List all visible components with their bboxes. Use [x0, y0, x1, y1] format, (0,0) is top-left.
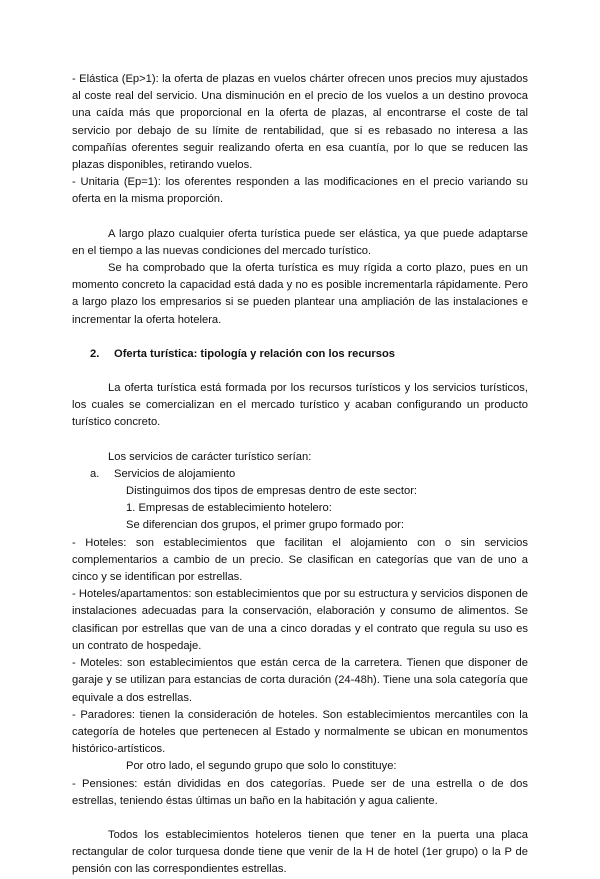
paragraph-pensiones: - Pensiones: están divididas en dos categorías. Puede ser de una estrella o de dos estrellas, teniendo éstas últimas un baño en la habitación y agua caliente. [72, 777, 528, 807]
paragraph-paradores: - Paradores: tienen la consideración de hoteles. Son establecimientos mercantiles con la categoría de hoteles que pertenecen al Estado y normalmente se ubican en monumentos histórico-artísticos. [72, 708, 528, 756]
paragraph-rigida: Se ha comprobado que la oferta turística es muy rígida a corto plazo, pues en un momento concreto la capacidad está dada y no es posible incrementarla rápidamente. Pero a largo plazo los empresarios si se pueden plantear una ampliación de las instalaciones e incrementar la oferta hotelera. [72, 262, 528, 326]
section-number: 2. [90, 347, 100, 360]
list-item-label: Servicios de alojamiento [114, 467, 236, 480]
paragraph-moteles: - Moteles: son establecimientos que están cerca de la carretera. Tienen que disponer de garaje y se utilizan para estancias de corta duración (24-48h). Tiene una sola categoría que equivale a dos estrellas. [72, 657, 528, 704]
paragraph-hoteles: - Hoteles: son establecimientos que facilitan el alojamiento con o sin servicios complementarios a cambio de un precio. Se clasifican en categorías que van de uno a cinco y se identifican por estrellas. [72, 536, 528, 584]
list-marker: a. [90, 467, 100, 480]
paragraph-elastica: - Elástica (Ep>1): la oferta de plazas en vuelos chárter ofrecen unos precios muy ajustados al coste real del servicio. Una disminución en el precio de los vuelos a un destino provoca una caída más que proporcional en la oferta de plazas, al encontrarse el coste de tal servicio por debajo de su límite de rentabilidad, que si es rebasado no interesa a las compañías oferentes seguir realizando oferta en esa cuantía, por lo que se reducen las plazas disponibles, retirando vuelos. [72, 73, 528, 172]
paragraph-oferta: La oferta turística está formada por los recursos turísticos y los servicios turísticos, los cuales se comercializan en el mercado turístico y acaban configurando un producto turístico concreto. [72, 382, 528, 429]
paragraph-placa: Todos los establecimientos hoteleros tienen que tener en la puerta una placa rectangular de color turquesa donde tiene que venir de la H de hotel (1er grupo) o la P de pensión con las correspondientes estrellas. [72, 828, 528, 876]
paragraph-grupos: Se diferencian dos grupos, el primer grupo formado por: [126, 519, 404, 532]
paragraph-largo-plazo: A largo plazo cualquier oferta turística puede ser elástica, ya que puede adaptarse en el tiempo a las nuevas condiciones del mercado turístico. [72, 227, 528, 257]
paragraph-servicios: Los servicios de carácter turístico serían: [108, 450, 312, 463]
paragraph-apartamentos: - Hoteles/apartamentos: son establecimientos que por su estructura y servicios disponen de instalaciones adecuadas para la conservación, elaboración y consumo de alimentos. Se clasifican por estrellas que van de una a cinco doradas y el contrato que regula su uso es un contrato de hospedaje. [72, 588, 528, 652]
section-heading [90, 346, 528, 363]
paragraph-segundo-grupo: Por otro lado, el segundo grupo que solo lo constituye: [126, 760, 397, 773]
paragraph-unitaria: - Unitaria (Ep=1): los oferentes responden a las modificaciones en el precio variando su oferta en la misma proporción. [72, 176, 528, 206]
paragraph-distinguimos: Distinguimos dos tipos de empresas dentro de este sector: [126, 485, 418, 498]
paragraph-empresas: 1. Empresas de establecimiento hotelero: [126, 502, 332, 515]
list-item-alojamiento [90, 466, 528, 483]
section-title: Oferta turística: tipología y relación con los recursos [114, 347, 396, 360]
